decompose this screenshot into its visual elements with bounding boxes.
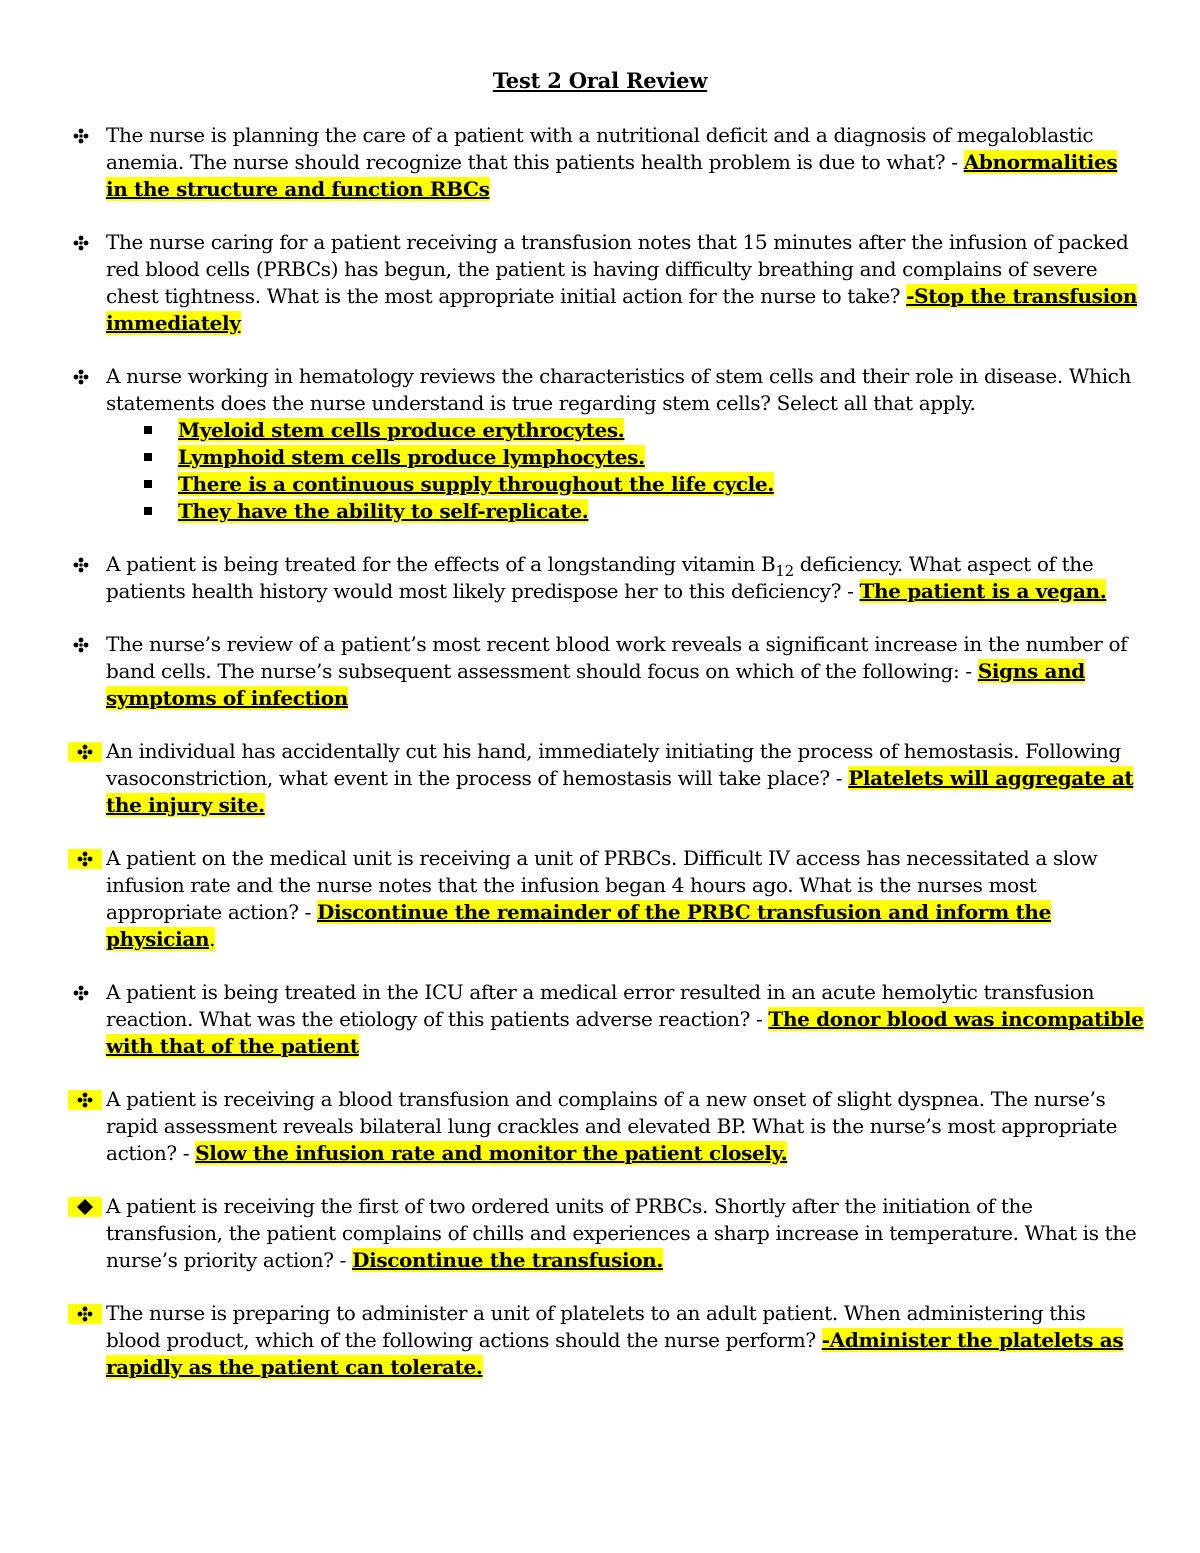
answer-text: The patient is a vegan. xyxy=(859,579,1107,603)
question-item xyxy=(64,1300,1144,1381)
question-item xyxy=(64,738,1144,819)
subscript-text: 12 xyxy=(775,562,794,580)
diamond-bullet-icon xyxy=(68,1197,102,1217)
question-item xyxy=(64,1193,1144,1274)
question-item xyxy=(64,229,1144,337)
answer-option-list xyxy=(106,417,1144,525)
question-item xyxy=(64,631,1144,712)
answer-text: Platelets will aggregate at the injury site. xyxy=(106,766,1134,817)
question-text-cont: deficiency. What aspect of the patients health history would most likely predispose her to this deficiency? - xyxy=(106,552,1094,603)
answer-text: Discontinue the remainder of the PRBC transfusion and inform the physician xyxy=(106,900,1051,951)
diamond-bullet-icon xyxy=(68,126,94,146)
square-bullet-icon xyxy=(144,507,152,515)
answer-option xyxy=(136,498,1144,525)
answer-option xyxy=(136,471,1144,498)
question-text: A patient is being treated for the effects of a longstanding vitamin B xyxy=(106,552,776,576)
question-text: A patient is being treated in the ICU after a medical error resulted in an acute hemolytic transfusion reaction. What was the etiology of this patients adverse reaction? - xyxy=(106,980,1095,1031)
answer-text: Discontinue the transfusion. xyxy=(352,1248,663,1272)
question-text: A patient is receiving the first of two ordered units of PRBCs. Shortly after the initiation of the transfusion, the patient complains of chills and experiences a sharp increase in temperature. What is the nurse’s priority action? - xyxy=(106,1194,1137,1272)
diamond-bullet-icon xyxy=(68,367,94,387)
diamond-bullet-icon xyxy=(68,849,102,869)
diamond-bullet-icon xyxy=(68,555,94,575)
answer-text: Slow the infusion rate and monitor the patient closely. xyxy=(195,1141,788,1165)
answer-text: The donor blood was incompatible with that of the patient xyxy=(106,1007,1144,1058)
question-text: A patient on the medical unit is receiving a unit of PRBCs. Difficult IV access has necessitated a slow infusion rate and the nurse notes that the infusion began 4 hours ago. What is the nurses most appropriate action? - xyxy=(106,846,1098,924)
question-text: The nurse is preparing to administer a unit of platelets to an adult patient. When administering this blood product, which of the following actions should the nurse perform? xyxy=(106,1301,1086,1352)
question-item xyxy=(64,551,1144,605)
diamond-bullet-icon xyxy=(68,233,94,253)
answer-option-text: There is a continuous supply throughout the life cycle. xyxy=(178,472,774,496)
diamond-bullet-icon xyxy=(68,1304,102,1324)
question-item xyxy=(64,845,1144,953)
answer-tail: . xyxy=(209,927,216,951)
answer-option-text: Myeloid stem cells produce erythrocytes. xyxy=(178,418,625,442)
question-item xyxy=(64,122,1144,203)
question-text: A patient is receiving a blood transfusion and complains of a new onset of slight dyspnea. The nurse’s rapid assessment reveals bilateral lung crackles and elevated BP. What is the nurse’s most appropriate action? - xyxy=(106,1087,1118,1165)
question-list xyxy=(64,122,1144,1407)
answer-text: -Stop the transfusion immediately xyxy=(106,284,1138,335)
square-bullet-icon xyxy=(144,453,152,461)
question-text: An individual has accidentally cut his hand, immediately initiating the process of hemostasis. Following vasoconstriction, what event in the process of hemostasis will take place? - xyxy=(106,739,1121,790)
question-item xyxy=(64,979,1144,1060)
question-item xyxy=(64,363,1144,525)
answer-text: Signs and symptoms of infection xyxy=(106,659,1085,710)
question-item xyxy=(64,1086,1144,1167)
answer-option-text: They have the ability to self-replicate. xyxy=(178,499,589,523)
square-bullet-icon xyxy=(144,426,152,434)
diamond-bullet-icon xyxy=(68,635,94,655)
question-text: The nurse is planning the care of a patient with a nutritional deficit and a diagnosis of megaloblastic anemia. The nurse should recognize that this patients health problem is due to what? - xyxy=(106,123,1094,174)
question-text: A nurse working in hematology reviews the characteristics of stem cells and their role in disease. Which statements does the nurse understand is true regarding stem cells? Select all that apply. xyxy=(106,364,1132,415)
answer-text: -Administer the platelets as rapidly as the patient can tolerate. xyxy=(106,1328,1124,1379)
square-bullet-icon xyxy=(144,480,152,488)
answer-option xyxy=(136,417,1144,444)
page-title: Test 2 Oral Review xyxy=(492,68,708,93)
diamond-bullet-icon xyxy=(68,983,94,1003)
answer-option xyxy=(136,444,1144,471)
question-text: The nurse’s review of a patient’s most recent blood work reveals a significant increase in the number of band cells. The nurse’s subsequent assessment should focus on which of the following: - xyxy=(106,632,1128,683)
diamond-bullet-icon xyxy=(68,742,102,762)
answer-text: Abnormalities in the structure and function RBCs xyxy=(106,150,1118,201)
question-text: The nurse caring for a patient receiving a transfusion notes that 15 minutes after the infusion of packed red blood cells (PRBCs) has begun, the patient is having difficulty breathing and complains of severe chest tightness. What is the most appropriate initial action for the nurse to take? xyxy=(106,230,1129,308)
answer-option-text: Lymphoid stem cells produce lymphocytes. xyxy=(178,445,645,469)
diamond-bullet-icon xyxy=(68,1090,102,1110)
